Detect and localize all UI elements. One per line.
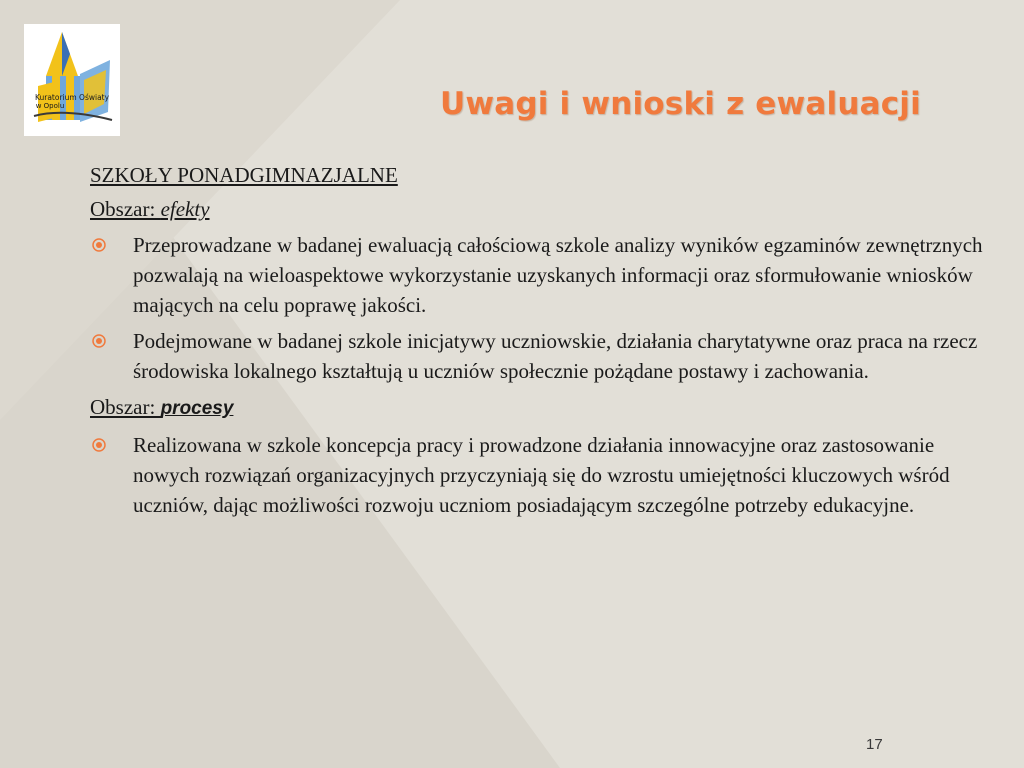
area-heading-procesy bbox=[90, 392, 990, 424]
list-item bbox=[90, 326, 990, 386]
kuratorium-logo-icon bbox=[24, 24, 120, 136]
bullet-text: Realizowana w szkole koncepcja pracy i prowadzone działania innowacyjne oraz zastosowanie nowych rozwiązań organizacyjnych przyczyniają się do wzrostu umiejętności kluczowych wśród uczniów, dając możliwości rozwoju uczniom posiadającym szczególne potrzeby edukacyjne. bbox=[133, 433, 950, 517]
kuratorium-logo bbox=[24, 24, 120, 136]
slide-content bbox=[90, 160, 990, 526]
area-heading-efekty bbox=[90, 194, 990, 224]
slide-title: Uwagi i wnioski z ewaluacji bbox=[440, 86, 921, 122]
bullet-text: Podejmowane w badanej szkole inicjatywy uczniowskie, działania charytatywne oraz praca na rzecz środowiska lokalnego kształtują u uczniów społecznie pożądane postawy i zachowania. bbox=[133, 329, 978, 383]
circle-bullet-icon bbox=[92, 334, 106, 348]
section-heading-text: SZKOŁY PONADGIMNAZJALNE bbox=[90, 163, 398, 187]
bullet-text: Przeprowadzane w badanej ewaluacją całościową szkole analizy wyników egzaminów zewnętrznych pozwalają na wieloaspektowe wykorzystanie uzyskanych informacji oraz sformułowanie wniosków mających na celu poprawę jakości. bbox=[133, 233, 983, 317]
bullet-list-procesy bbox=[90, 430, 990, 520]
list-item bbox=[90, 430, 990, 520]
area-label: Obszar: bbox=[90, 395, 161, 419]
circle-bullet-icon bbox=[92, 238, 106, 252]
circle-bullet-icon bbox=[92, 438, 106, 452]
logo-text-line1: Kuratorium Oświaty bbox=[34, 93, 110, 102]
page-number: 17 bbox=[866, 736, 883, 753]
area-label: Obszar: bbox=[90, 197, 161, 221]
area-value-efekty: efekty bbox=[160, 197, 210, 221]
bullet-list-efekty bbox=[90, 230, 990, 386]
list-item bbox=[90, 230, 990, 320]
section-heading bbox=[90, 160, 990, 190]
logo-text-line2: w Opolu bbox=[35, 102, 65, 110]
area-value-procesy: procesy bbox=[160, 398, 234, 419]
